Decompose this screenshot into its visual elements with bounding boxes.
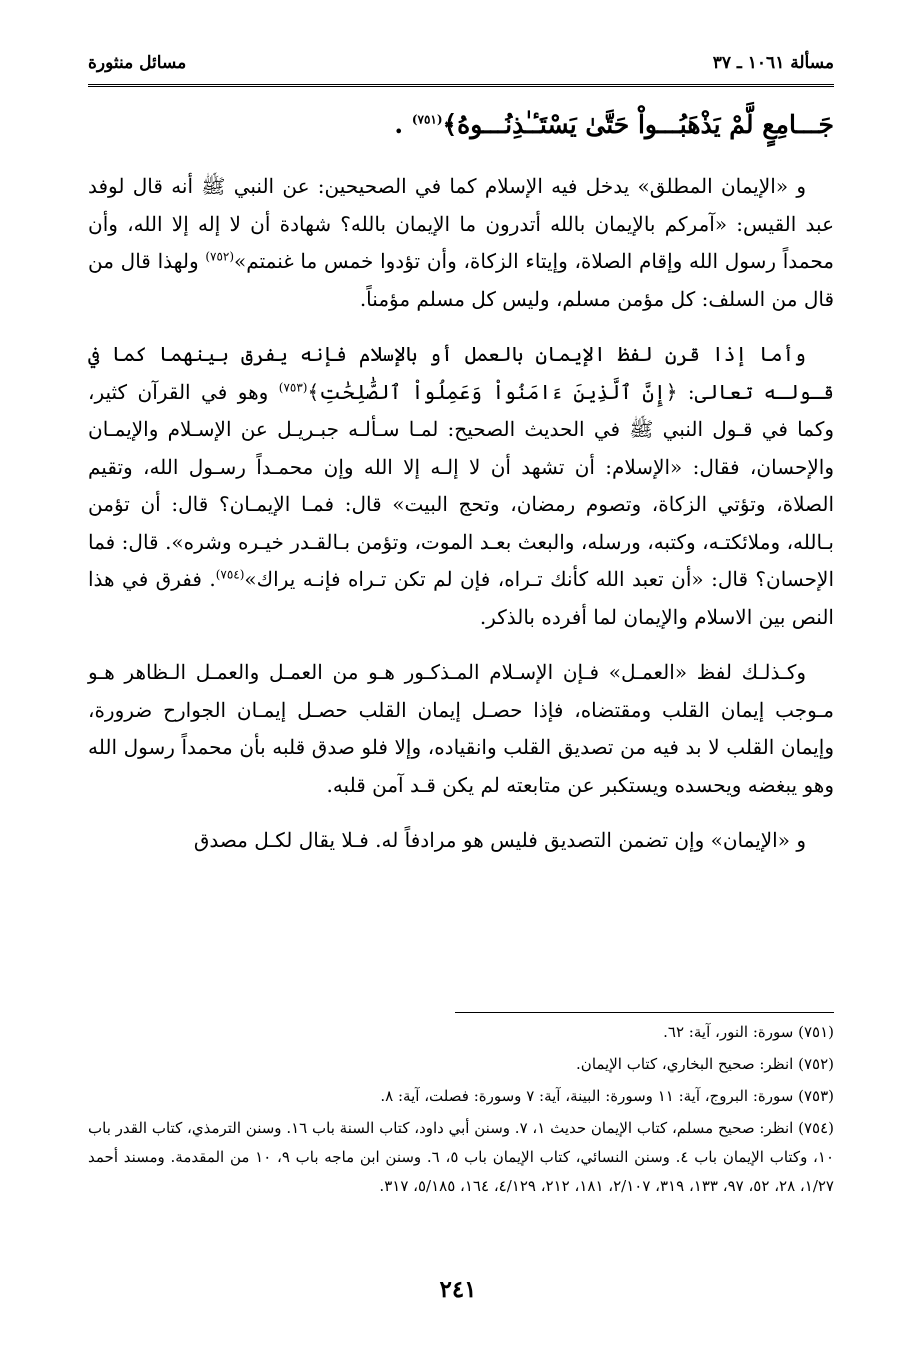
footnote-ref-753: (٧٥٣) [278, 379, 308, 394]
footnote-753: (٧٥٣) سورة: البروج، آية: ١١ وسورة: البينة، آية: ٧ وسورة: فصلت، آية: ٨. [380, 1087, 834, 1105]
header-divider [88, 84, 834, 87]
quran-verse-line [88, 100, 834, 150]
paragraph-2-text-b: وهو في القرآن كثير، وكما في قـول النبي ﷺ في الحديث الصحيح: لمـا سـألـه جبـريـل عن الإسـلام والإيمـان والإحسان، فقال: «الإسلام: أن تشهد أن لا إلـه إلا الله وإن محمـداً رسـول الله، وتقيم الصلاة، وتؤتي الزكاة، وتصوم رمضان، وتحج البيت» قال: فمـا الإيمـان؟ قال: أن تؤمن بـالله، وملائكتـه، وكتبه، ورسله، والبعث بعـد الموت، وتؤمن بـالقـدر خيـره وشره». قال: فما الإحسان؟ قال: «أن تعبد الله كأنك تـراه، فإن لم تكن تـراه فإنـه يراك» [88, 379, 834, 591]
paragraph-1-text-b: ولهذا قال من قال من السلف: كل مؤمن مسلم، وليس كل مسلم مؤمناً. [88, 249, 834, 311]
footnote-ref-752: (٧٥٢) [205, 249, 235, 264]
main-text [88, 100, 834, 878]
footnote-754: (٧٥٤) انظر: صحيح مسلم، كتاب الإيمان حديث ١، ٧. وسنن أبي داود، كتاب السنة باب ١٦. وسنن الترمذي، كتاب القدر باب ١٠، وكتاب الإيمان باب ٤. وسنن النسائي، كتاب الإيمان باب ٥، ٦. وسنن ابن ماجه باب ٩، ١٠ من المقدمة. ومسند أحمد ١/٢٧، ٢٨، ٥٢، ٩٧، ١٣٣، ٣١٩، ٢/١٠٧، ١٨١، ٢١٢، ٤/١٢٩، ١٦٤، ٥/١٨٥، ٣١٧. [88, 1119, 835, 1195]
running-header [88, 46, 834, 80]
footnotes [88, 1018, 834, 1204]
header-chapter-title: مسائل منثورة [88, 53, 187, 73]
page-number: ٢٤١ [439, 1276, 477, 1303]
paragraph-1-text-a: و «الإيمان المطلق» يدخل فيه الإسلام كما في الصحيحين: عن النبي ﷺ أنه قال لوفد عبد القيس: «آمركم بالإيمان بالله أتدرون ما الإيمان بالله؟ شهادة أن لا إله إلا الله، وأن محمداً رسول الله وإقام الصلاة، وإيتاء الزكاة، وأن تؤدوا خمس ما غنمتم» [88, 174, 835, 273]
header-question-number: مسألة ١٠٦١ ـ ٣٧ [712, 53, 834, 73]
paragraph-2-text-c: . ففرق في هذا النص بين الاسلام والإيمان لما أفرده بالذكر. [88, 567, 834, 629]
footnote-ref-751: (٧٥١) [411, 112, 443, 127]
paragraph-2 [88, 336, 834, 636]
paragraph-4: و «الإيمان» وإن تضمن التصديق فليس هو مرادفاً له. فـلا يقال لكـل مصدق [193, 828, 806, 852]
footnote-ref-754: (٧٥٤) [215, 567, 245, 582]
verse-end: . [394, 110, 412, 139]
verse-text: جَـــامِعٍ لَّمْ يَذْهَبُـــواْ حَتَّىٰ يَسْتَـٔـٰذِنُـــوهُ﴾ [442, 110, 834, 139]
paragraph-1 [88, 168, 834, 318]
footnote-divider [455, 1012, 834, 1013]
paragraph-3: وكـذلـك لفظ «العمـل» فـإن الإسـلام المـذكـور هـو من العمـل والعمـل الـظاهر هـو مـوجب إيمان القلب ومقتضاه، فإذا حصـل إيمان القلب حصـل إيمـان الجوارح ضرورة، وإيمان القلب لا بد فيه من تصديق القلب وانقياده، وإلا فلو صدق قلبه بأن محمداً رسول الله وهو يبغضه ويحسده ويستكبر عن متابعته لم يكن قـد آمن قلبه. [88, 660, 834, 797]
footnote-751: (٧٥١) سورة: النور، آية: ٦٢. [663, 1023, 834, 1041]
paragraph-2-text-a: وأما إذا قرن لفظ الإيمان بالعمل أو بالإسلام فإنه يفرق بينهما كما في قـولـه تعالى: ﴿إِنَّ ٱلَّذِينَ ءَامَنُواْ وَعَمِلُواْ ٱلصَّٰلِحَٰتِ﴾ [88, 342, 835, 404]
footnote-752: (٧٥٢) انظر: صحيح البخاري، كتاب الإيمان. [576, 1055, 834, 1073]
